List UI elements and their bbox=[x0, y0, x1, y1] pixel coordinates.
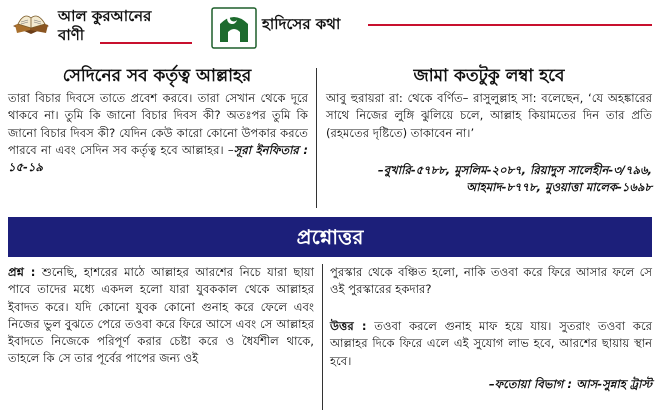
question-text: শুনেছি, হাশরের মাঠে আল্লাহর আরশের নিচে যারা ছায়া পাবে তাদের মধ্যে একদল হলো যারা যুবককাল থেকে আল্লাহর ইবাদত করে। যদি কোনো যুবক কোনো গুনাহ করে ফেলে এবং নিজের ভুল বুঝতে পেরে তওবা করে ফিরে আসে এবং সে আল্লাহর ইবাদতে নিজেকে পরিপূর্ণ করার চেষ্টা করে ও ধৈর্যশীল থাকে, তাহলে কি সে তার পূর্বের পাপের জন্য ওই bbox=[8, 265, 314, 366]
answer-source: –ফতোয়া বিভাগ : আস-সুন্নাহ ট্রাস্ট bbox=[488, 377, 652, 391]
quran-article-heading: সেদিনের সব কর্তৃত্ব আল্লাহর bbox=[62, 66, 252, 86]
answer-body bbox=[330, 318, 652, 370]
mosque-logo-icon bbox=[210, 6, 258, 50]
question-continued: পুরস্কার থেকে বঞ্চিত হলো, নাকি তওবা করে ফিরে আসার ফলে সে ওই পুরস্কারের হকদার? bbox=[330, 265, 652, 297]
quran-article-body bbox=[8, 90, 308, 176]
hadith-article-body: আবু হুরায়রা রা: থেকে বর্ণিত– রাসুলুল্লাহ সা: বলেছেন, ‘যে অহঙ্কারের সাথে নিজের লুঙ্গি ঝুলিয়ে চলে, আল্লাহ কিয়ামতের দিন তার প্রতি (রহমতের দৃষ্টিতে) তাকাবেন না।’ bbox=[326, 91, 652, 140]
hadith-reference: –বুখারি-৫৭৮৮, মুসলিম-২০৮৭, রিয়াদুস সালেহীন-৩/৭৯৬, আহমাদ-৮৭৭৮, মুওয়াত্তা মালেক-১৬৯৮ bbox=[377, 163, 652, 195]
quran-section-title-line1: আল কুরআনের bbox=[58, 7, 152, 25]
question-body bbox=[8, 264, 314, 368]
quran-book-icon bbox=[10, 6, 52, 40]
column-divider-top bbox=[316, 68, 317, 208]
quran-source: সূরা ইনফিতার : ১৫-১৯ bbox=[8, 142, 309, 175]
column-divider-bottom bbox=[322, 264, 323, 410]
quran-section-rule bbox=[100, 42, 192, 44]
hadith-section-title: হাদিসের কথা bbox=[262, 15, 341, 33]
answer-label: উত্তর : bbox=[330, 319, 367, 333]
qa-banner bbox=[8, 217, 652, 257]
quran-article-text: তারা বিচার দিবসে তাতে প্রবেশ করবে। তারা সেখান থেকে দূরে থাকবে না। তুমি কি জানো বিচার দিবস কী? অতঃপর তুমি কি জানো বিচার দিবস কী? যেদিন কেউ কারো কোনো উপকার করতে পারবে না এবং সেদিন সব কর্তৃত্ব হবে আল্লাহর। bbox=[8, 91, 308, 157]
quran-section-title-line2: বাণী bbox=[58, 26, 85, 44]
question-label: প্রশ্ন : bbox=[8, 265, 36, 279]
quran-source-dash: – bbox=[223, 142, 234, 157]
hadith-article-heading: জামা কতটুকু লম্বা হবে bbox=[413, 66, 565, 86]
qa-banner-title: প্রশ্নোত্তর bbox=[296, 225, 364, 249]
answer-text: তওবা করলে গুনাহ মাফ হয়ে যায়। সুতরাং তওবা করে আল্লাহর দিকে ফিরে এলে এই সুযোগ লাভ হবে, আরশের ছায়ায় স্থান হবে। bbox=[330, 319, 653, 368]
hadith-section-rule bbox=[368, 24, 652, 26]
